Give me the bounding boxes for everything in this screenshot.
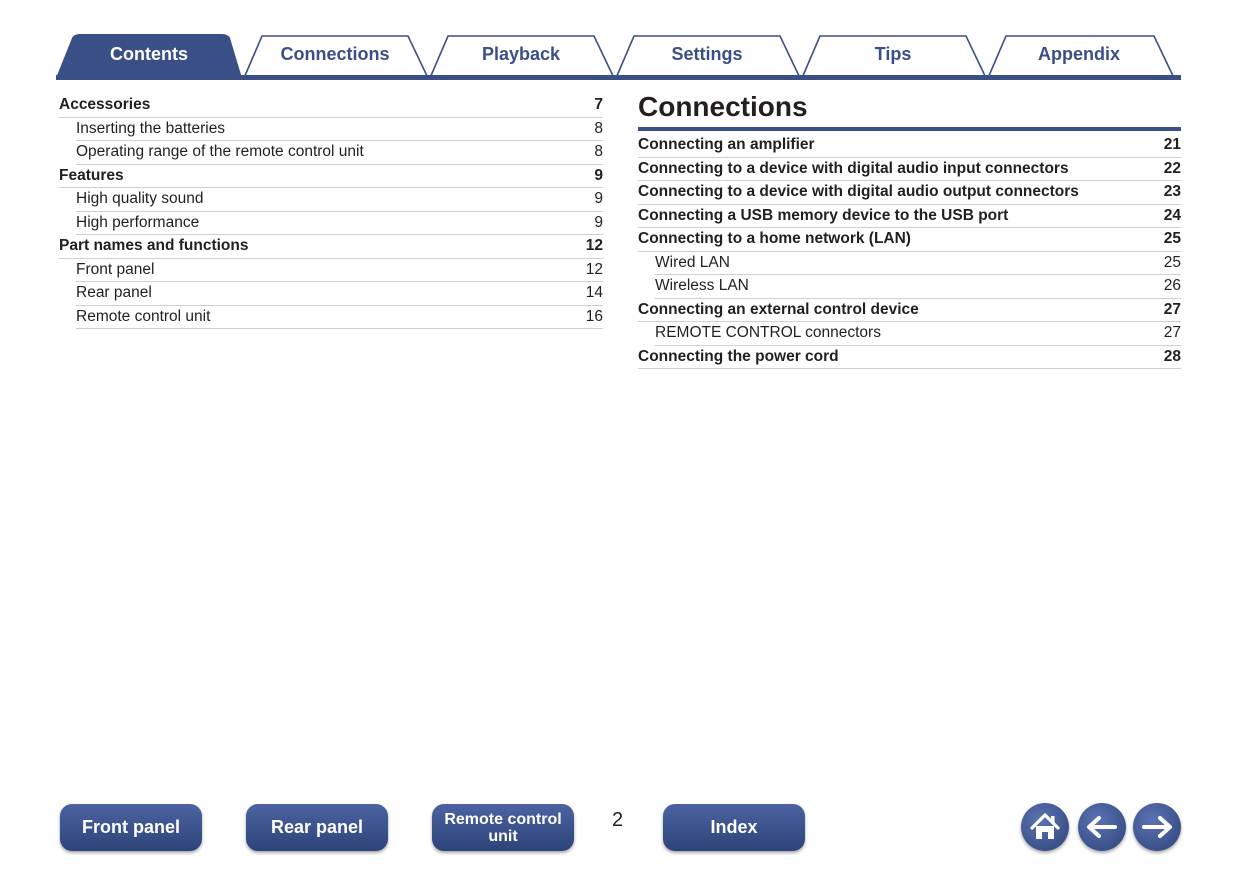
toc-entry-page: 25 xyxy=(1163,230,1181,248)
toc-entry-inserting-batteries[interactable] xyxy=(76,118,603,142)
toc-entry-label: Features xyxy=(59,166,124,184)
tab-connections[interactable]: Connections xyxy=(280,44,390,64)
arrow-left-icon[interactable] xyxy=(1078,803,1126,851)
toc-entry-power-cord[interactable] xyxy=(638,346,1181,370)
toc-entry-label: Connecting a USB memory device to the USB port xyxy=(638,206,1009,224)
toc-entry-page: 8 xyxy=(594,143,603,161)
toc-entry-digital-input[interactable] xyxy=(638,158,1181,182)
toc-entry-home-network[interactable] xyxy=(638,228,1181,252)
toc-entry-wireless-lan[interactable] xyxy=(655,275,1181,299)
toc-right xyxy=(638,134,1181,369)
toc-entry-external-control[interactable] xyxy=(638,299,1181,323)
remote-control-unit-button[interactable]: Remote control unit xyxy=(432,804,574,851)
toc-entry-page: 27 xyxy=(1163,300,1181,318)
toc-entry-page: 23 xyxy=(1163,183,1181,201)
toc-entry-remote-control-connectors[interactable] xyxy=(655,322,1181,346)
toc-entry-label: High quality sound xyxy=(76,190,204,208)
toc-entry-label: Rear panel xyxy=(76,284,152,302)
tab-baseline xyxy=(56,75,1181,80)
tab-playback[interactable]: Playback xyxy=(481,44,561,64)
arrow-right-icon[interactable] xyxy=(1133,803,1181,851)
toc-entry-features[interactable] xyxy=(59,165,603,189)
toc-entry-label: Connecting an amplifier xyxy=(638,136,815,154)
toc-entry-label: Connecting an external control device xyxy=(638,300,919,318)
toc-entry-digital-output[interactable] xyxy=(638,181,1181,205)
toc-entry-front-panel[interactable] xyxy=(76,259,603,283)
tab-bar xyxy=(0,30,1240,82)
home-icon[interactable] xyxy=(1021,803,1069,851)
toc-entry-operating-range[interactable] xyxy=(76,141,603,165)
toc-entry-label: Connecting to a device with digital audio output connectors xyxy=(638,183,1079,201)
home-icon-glyph xyxy=(1021,803,1069,851)
toc-entry-page: 24 xyxy=(1163,206,1181,224)
toc-entry-page: 26 xyxy=(1163,277,1181,295)
toc-entry-page: 9 xyxy=(594,166,603,184)
toc-entry-page: 28 xyxy=(1163,347,1181,365)
toc-entry-usb-memory[interactable] xyxy=(638,205,1181,229)
toc-entry-part-names[interactable] xyxy=(59,235,603,259)
toc-entry-label: Wired LAN xyxy=(655,253,730,271)
toc-entry-label: REMOTE CONTROL connectors xyxy=(655,324,881,342)
toc-entry-label: Front panel xyxy=(76,260,155,278)
toc-entry-high-performance[interactable] xyxy=(76,212,603,236)
toc-entry-label: Wireless LAN xyxy=(655,277,749,295)
toc-entry-wired-lan[interactable] xyxy=(655,252,1181,276)
rear-panel-button[interactable]: Rear panel xyxy=(246,804,388,851)
toc-entry-label: Remote control unit xyxy=(76,307,211,325)
page-number: 2 xyxy=(612,809,624,831)
toc-entry-accessories[interactable] xyxy=(59,94,603,118)
toc-entry-high-quality-sound[interactable] xyxy=(76,188,603,212)
toc-entry-page: 25 xyxy=(1163,253,1181,271)
toc-entry-page: 16 xyxy=(585,307,603,325)
tab-tips[interactable]: Tips xyxy=(874,44,912,64)
tab-appendix[interactable]: Appendix xyxy=(1037,44,1120,64)
toc-entry-page: 14 xyxy=(585,284,603,302)
toc-entry-label: Part names and functions xyxy=(59,237,249,255)
toc-entry-label: Operating range of the remote control unit xyxy=(76,143,364,161)
tab-contents[interactable]: Contents xyxy=(110,44,188,64)
toc-left xyxy=(59,94,603,329)
toc-entry-page: 12 xyxy=(585,237,603,255)
toc-entry-remote-control-unit[interactable] xyxy=(76,306,603,330)
toc-entry-page: 7 xyxy=(594,96,603,114)
toc-entry-page: 9 xyxy=(594,190,603,208)
arrow-right-glyph xyxy=(1133,803,1181,851)
section-rule xyxy=(638,127,1181,131)
toc-entry-page: 21 xyxy=(1163,136,1181,154)
front-panel-button[interactable]: Front panel xyxy=(60,804,202,851)
toc-entry-connecting-amplifier[interactable] xyxy=(638,134,1181,158)
toc-entry-page: 8 xyxy=(594,119,603,137)
tab-settings[interactable]: Settings xyxy=(671,44,743,64)
toc-entry-label: Connecting to a home network (LAN) xyxy=(638,230,911,248)
toc-entry-page: 9 xyxy=(594,213,603,231)
toc-entry-label: Accessories xyxy=(59,96,151,114)
index-button[interactable]: Index xyxy=(663,804,805,851)
arrow-left-glyph xyxy=(1078,803,1126,851)
toc-entry-label: Connecting to a device with digital audio input connectors xyxy=(638,159,1069,177)
toc-entry-label: High performance xyxy=(76,213,200,231)
toc-entry-page: 12 xyxy=(585,260,603,278)
toc-entry-page: 27 xyxy=(1163,324,1181,342)
toc-entry-page: 22 xyxy=(1163,159,1181,177)
section-title: Connections xyxy=(638,91,808,122)
toc-entry-rear-panel[interactable] xyxy=(76,282,603,306)
toc-entry-label: Connecting the power cord xyxy=(638,347,839,365)
toc-entry-label: Inserting the batteries xyxy=(76,119,226,137)
